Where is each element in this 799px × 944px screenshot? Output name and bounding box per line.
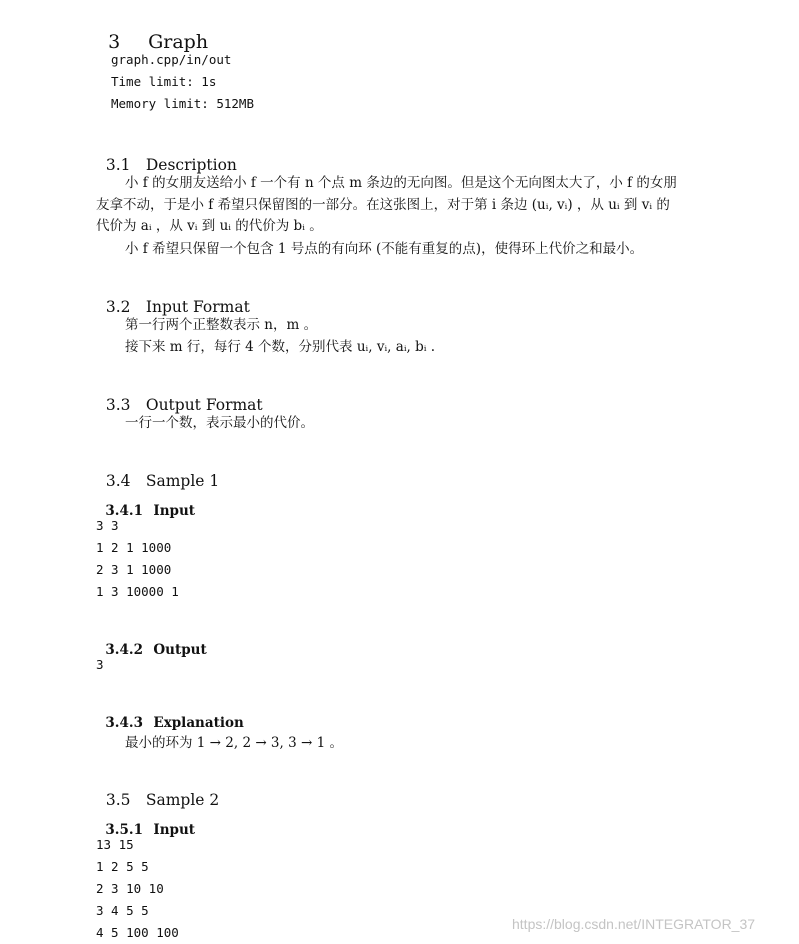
input-format-number: 3.2 bbox=[105, 298, 131, 316]
sample1-input-line: 1 3 10000 1 bbox=[96, 584, 179, 599]
sample1-output-title: Output bbox=[153, 642, 207, 658]
sample1-input-line: 3 3 bbox=[96, 518, 119, 533]
description-line-4: 小 f 希望只保留一个包含 1 号点的有向环 (不能有重复的点)，使得环上代价之和最小。 bbox=[125, 241, 644, 257]
sample1-input-title: Input bbox=[153, 503, 196, 519]
description-line-3: 代价为 aᵢ ，从 vᵢ 到 uᵢ 的代价为 bᵢ 。 bbox=[96, 218, 323, 234]
sample2-input-heading bbox=[96, 806, 195, 838]
description-number: 3.1 bbox=[105, 156, 131, 174]
description-line-1: 小 f 的女朋友送给小 f 一个有 n 个点 m 条边的无向图。但是这个无向图太大了，小 f 的女朋 bbox=[125, 175, 677, 191]
sample2-input-line: 3 4 5 5 bbox=[96, 903, 149, 918]
sample2-title: Sample 2 bbox=[145, 791, 220, 809]
section-heading bbox=[96, 9, 208, 53]
sample2-input-line: 2 3 10 10 bbox=[96, 881, 164, 896]
files-line: graph.cpp/in/out bbox=[111, 52, 232, 67]
output-format-heading bbox=[96, 378, 263, 414]
time-limit-line: Time limit: 1s bbox=[111, 74, 217, 89]
sample1-title: Sample 1 bbox=[145, 472, 220, 490]
description-title: Description bbox=[145, 156, 237, 174]
description-heading bbox=[96, 138, 237, 174]
sample1-output-number: 3.4.2 bbox=[105, 642, 143, 658]
sample1-heading bbox=[96, 454, 219, 490]
sample1-explanation-heading bbox=[96, 699, 244, 731]
sample1-input-heading bbox=[96, 487, 195, 519]
sample1-output-heading bbox=[96, 626, 207, 658]
watermark: https://blog.csdn.net/INTEGRATOR_37 bbox=[512, 916, 756, 932]
sample2-input-line: 13 15 bbox=[96, 837, 134, 852]
output-format-line-1: 一行一个数，表示最小的代价。 bbox=[125, 415, 314, 431]
sample2-heading bbox=[96, 773, 219, 809]
sample1-explanation-text: 最小的环为 1 → 2, 2 → 3, 3 → 1 。 bbox=[125, 735, 343, 751]
section-title: Graph bbox=[148, 31, 209, 53]
memory-limit-line: Memory limit: 512MB bbox=[111, 96, 254, 111]
sample1-number: 3.4 bbox=[105, 472, 131, 490]
sample2-input-number: 3.5.1 bbox=[105, 822, 143, 838]
sample1-input-number: 3.4.1 bbox=[105, 503, 143, 519]
sample1-input-line: 1 2 1 1000 bbox=[96, 540, 172, 555]
sample2-input-line: 4 5 100 100 bbox=[96, 925, 179, 940]
input-format-line-2: 接下来 m 行，每行 4 个数，分别代表 uᵢ, vᵢ, aᵢ, bᵢ . bbox=[125, 339, 436, 355]
input-format-title: Input Format bbox=[145, 298, 250, 316]
description-line-2: 友拿不动，于是小 f 希望只保留图的一部分。在这张图上，对于第 i 条边 (uᵢ, vᵢ) ，从 uᵢ 到 vᵢ 的 bbox=[96, 197, 670, 213]
sample1-explanation-title: Explanation bbox=[153, 715, 244, 731]
section-number: 3 bbox=[108, 31, 121, 53]
sample2-input-title: Input bbox=[153, 822, 196, 838]
input-format-heading bbox=[96, 280, 250, 316]
output-format-number: 3.3 bbox=[105, 396, 131, 414]
sample1-input-line: 2 3 1 1000 bbox=[96, 562, 172, 577]
input-format-line-1: 第一行两个正整数表示 n，m 。 bbox=[125, 317, 318, 333]
sample1-explanation-number: 3.4.3 bbox=[105, 715, 143, 731]
sample2-number: 3.5 bbox=[105, 791, 131, 809]
output-format-title: Output Format bbox=[145, 396, 263, 414]
sample1-output-line: 3 bbox=[96, 657, 104, 672]
sample2-input-line: 1 2 5 5 bbox=[96, 859, 149, 874]
